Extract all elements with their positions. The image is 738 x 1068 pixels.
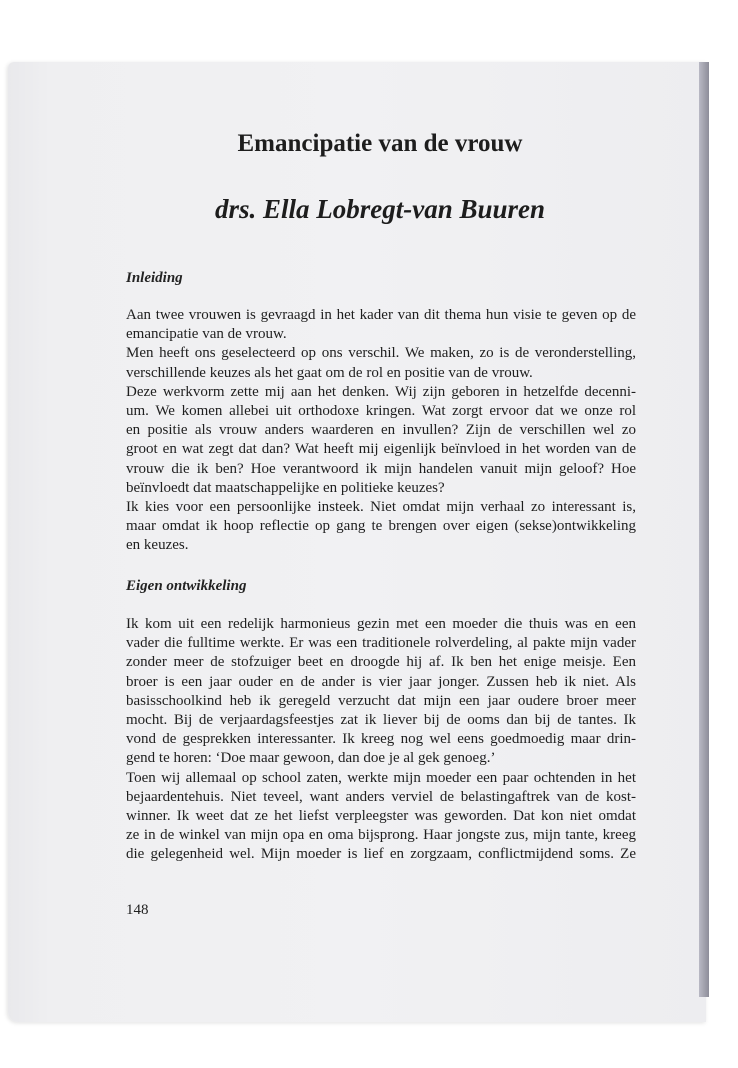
- text-line: die gelegenheid wel. Mijn moeder is lief en zorgzaam, conflictmijdend soms. Ze: [126, 846, 636, 863]
- text-line: ze in de winkel van mijn opa en oma bijsprong. Haar jongste zus, mijn tante, kreeg: [126, 827, 636, 844]
- text-line: Toen wij allemaal op school zaten, werkte mijn moeder een paar ochtenden in het: [126, 769, 636, 786]
- text-line: broer is een jaar ouder en de ander is vier jaar jonger. Zussen heb ik niet. Als: [126, 673, 636, 690]
- text-line: vrouw die ik ben? Hoe verantwoord ik mijn handelen vanuit mijn geloof? Hoe: [126, 460, 636, 477]
- text-line: gend te horen: ‘Doe maar gewoon, dan doe je al gek genoeg.’: [126, 750, 496, 767]
- text-line: maar omdat ik hoop reflectie op gang te brengen over eigen (sekse)ontwikkeling: [126, 518, 636, 535]
- text-line: beïnvloedt dat maatschappelijke en politieke keuzes?: [126, 479, 445, 496]
- text-line: vader die fulltime werkte. Er was een traditionele rolverdeling, al pakte mijn vader: [126, 635, 636, 652]
- text-line: en keuzes.: [126, 537, 189, 554]
- page-number: 148: [126, 902, 149, 918]
- text-line: mocht. Bij de verjaardagsfeestjes zat ik liever bij de ooms dan bij de tantes. Ik: [126, 712, 636, 729]
- text-line: winner. Ik weet dat ze het liefst verpleegster was geworden. Dat kon niet omdat: [126, 808, 636, 825]
- text-line: Deze werkvorm zette mij aan het denken. Wij zijn geboren in hetzelfde decenni-: [126, 383, 636, 400]
- text-line: bejaardentehuis. Niet teveel, want anders verviel de belastingaftrek van de kost-: [126, 788, 636, 805]
- section-heading-eigen-ontwikkeling: Eigen ontwikkeling: [126, 578, 247, 594]
- text-line: Ik kies voor een persoonlijke insteek. Niet omdat mijn verhaal zo interessant is,: [126, 499, 636, 516]
- text-line: vond de gesprekken interessanter. Ik kreeg nog wel eens goedmoedig maar drin-: [126, 731, 636, 748]
- text-line: basisschoolkind heb ik geregeld verzucht dat mijn een jaar oudere broer meer: [126, 692, 636, 709]
- text-line: Aan twee vrouwen is gevraagd in het kader van dit thema hun visie te geven op de: [126, 307, 636, 323]
- text-line: zonder meer de stofzuiger beet en droogde hij af. Ik ben het enige meisje. Een: [126, 654, 636, 671]
- text-line: Ik kom uit een redelijk harmonieus gezin met een moeder die thuis was en een: [126, 616, 636, 632]
- section-heading-inleiding: Inleiding: [126, 270, 183, 286]
- text-line: Men heeft ons geselecteerd op ons verschil. We maken, zo is de veronderstelling,: [126, 345, 636, 362]
- book-spine-edge: [699, 62, 709, 997]
- text-line: verschillende keuzes als het gaat om de rol en positie van de vrouw.: [126, 364, 533, 381]
- section-body-eigen-ontwikkeling: [126, 615, 636, 865]
- author-name: drs. Ella Lobregt-van Buuren: [214, 194, 546, 224]
- text-line: groot en wat zegt dat dan? Wat heeft mij eigenlijk beïnvloed in het worden van de: [126, 441, 636, 458]
- section-body-inleiding: [126, 306, 636, 556]
- page-title: Emancipatie van de vrouw: [237, 130, 523, 157]
- text-line: um. We komen allebei uit orthodoxe kringen. Wat zorgt ervoor dat we onze rol: [126, 403, 636, 420]
- text-line: en positie als vrouw anders waarderen en invullen? Zijn de verschillen wel zo: [126, 422, 636, 439]
- text-line: emancipatie van de vrouw.: [126, 326, 287, 343]
